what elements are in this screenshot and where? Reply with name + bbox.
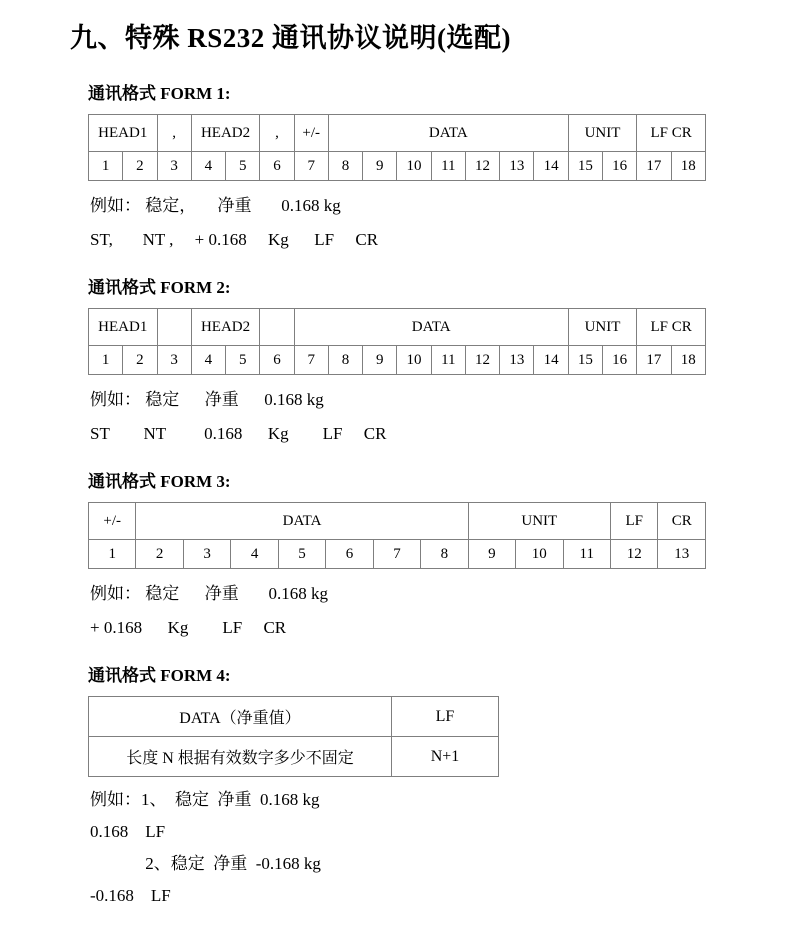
form1-section [88,79,705,249]
byte-number-cell: 1 [89,152,123,181]
byte-number-cell: 6 [260,152,294,181]
form4-row-2 [89,737,499,777]
form2-example-line1: 例如： 稳定 净重 0.168 kg [90,390,324,409]
byte-number-cell: 15 [568,152,602,181]
byte-number-cell: 2 [123,346,157,375]
byte-number-cell: 2 [136,540,183,569]
byte-number-cell: 9 [363,152,397,181]
form3-number-row [89,540,706,569]
byte-number-cell: 12 [610,540,657,569]
header-cell-comma2: , [260,115,294,152]
cell-n-plus-1: N+1 [392,737,499,777]
byte-number-cell: 13 [658,540,706,569]
header-cell-sign: +/- [89,503,136,540]
page-title: 九、特殊 RS232 通讯协议说明(选配) [70,23,511,53]
form3-table [88,502,706,569]
byte-number-cell: 14 [534,152,568,181]
header-cell-lfcr: LF CR [637,309,706,346]
byte-number-cell: 11 [431,346,465,375]
form2-section [88,273,705,443]
form2-heading: 通讯格式 FORM 2: [88,278,231,297]
form1-example-line2: ST, NT , + 0.168 Kg LF CR [90,230,379,249]
header-cell-lfcr: LF CR [637,115,706,152]
byte-number-cell: 14 [534,346,568,375]
form4-example-line1: 例如：1、 稳定 净重 0.168 kg [90,790,320,809]
form1-table [88,114,706,181]
header-cell-sign: +/- [294,115,328,152]
form4-example-line3: 2、稳定 净重 -0.168 kg [90,854,321,873]
header-cell-unit: UNIT [568,115,637,152]
form1-example-line1: 例如： 稳定， 净重 0.168 kg [90,196,341,215]
byte-number-cell: 7 [294,346,328,375]
byte-number-cell: 12 [465,346,499,375]
byte-number-cell: 17 [637,152,671,181]
byte-number-cell: 5 [226,152,260,181]
header-cell-cr: CR [658,503,706,540]
form4-row-1 [89,697,499,737]
header-cell-blank1 [157,309,191,346]
form2-example-line2: ST NT 0.168 Kg LF CR [90,424,387,443]
byte-number-cell: 8 [328,152,362,181]
byte-number-cell: 13 [500,152,534,181]
header-cell-unit: UNIT [568,309,637,346]
form3-example-line1: 例如： 稳定 净重 0.168 kg [90,584,328,603]
byte-number-cell: 16 [602,152,636,181]
cell-data-label: DATA（净重值） [89,697,392,737]
form3-example-line2: + 0.168 Kg LF CR [90,618,287,637]
byte-number-cell: 6 [260,346,294,375]
byte-number-cell: 13 [500,346,534,375]
form4-example-line4: -0.168 LF [90,886,171,905]
header-cell-unit: UNIT [468,503,610,540]
byte-number-cell: 11 [431,152,465,181]
header-cell-lf: LF [610,503,657,540]
form2-number-row [89,346,706,375]
header-cell-head1: HEAD1 [89,309,158,346]
header-cell-head2: HEAD2 [191,309,260,346]
byte-number-cell: 3 [157,346,191,375]
form2-table [88,308,706,375]
header-cell-data: DATA [136,503,468,540]
byte-number-cell: 18 [671,152,705,181]
form1-number-row [89,152,706,181]
form4-table [88,696,499,777]
form3-heading: 通讯格式 FORM 3: [88,472,231,491]
byte-number-cell: 5 [278,540,325,569]
byte-number-cell: 2 [123,152,157,181]
form4-heading: 通讯格式 FORM 4: [88,666,231,685]
header-cell-head2: HEAD2 [191,115,260,152]
cell-length-note: 长度 N 根据有效数字多少不固定 [89,737,392,777]
byte-number-cell: 15 [568,346,602,375]
byte-number-cell: 4 [191,346,225,375]
header-cell-data: DATA [328,115,568,152]
byte-number-cell: 3 [183,540,230,569]
byte-number-cell: 17 [637,346,671,375]
byte-number-cell: 4 [191,152,225,181]
header-cell-comma1: , [157,115,191,152]
byte-number-cell: 1 [89,540,136,569]
byte-number-cell: 12 [465,152,499,181]
form4-example-line2: 0.168 LF [90,822,166,841]
byte-number-cell: 10 [397,346,431,375]
header-cell-head1: HEAD1 [89,115,158,152]
byte-number-cell: 7 [373,540,420,569]
byte-number-cell: 10 [397,152,431,181]
byte-number-cell: 4 [231,540,278,569]
form3-header-row [89,503,706,540]
byte-number-cell: 16 [602,346,636,375]
byte-number-cell: 10 [516,540,563,569]
byte-number-cell: 6 [326,540,373,569]
byte-number-cell: 8 [328,346,362,375]
form1-header-row [89,115,706,152]
header-cell-blank2 [260,309,294,346]
byte-number-cell: 9 [363,346,397,375]
form4-section [88,661,705,905]
byte-number-cell: 3 [157,152,191,181]
byte-number-cell: 7 [294,152,328,181]
byte-number-cell: 5 [226,346,260,375]
cell-lf: LF [392,697,499,737]
form2-header-row [89,309,706,346]
form1-heading: 通讯格式 FORM 1: [88,84,231,103]
header-cell-data: DATA [294,309,568,346]
byte-number-cell: 18 [671,346,705,375]
byte-number-cell: 8 [421,540,468,569]
form3-section [88,467,705,637]
byte-number-cell: 9 [468,540,515,569]
byte-number-cell: 11 [563,540,610,569]
byte-number-cell: 1 [89,346,123,375]
